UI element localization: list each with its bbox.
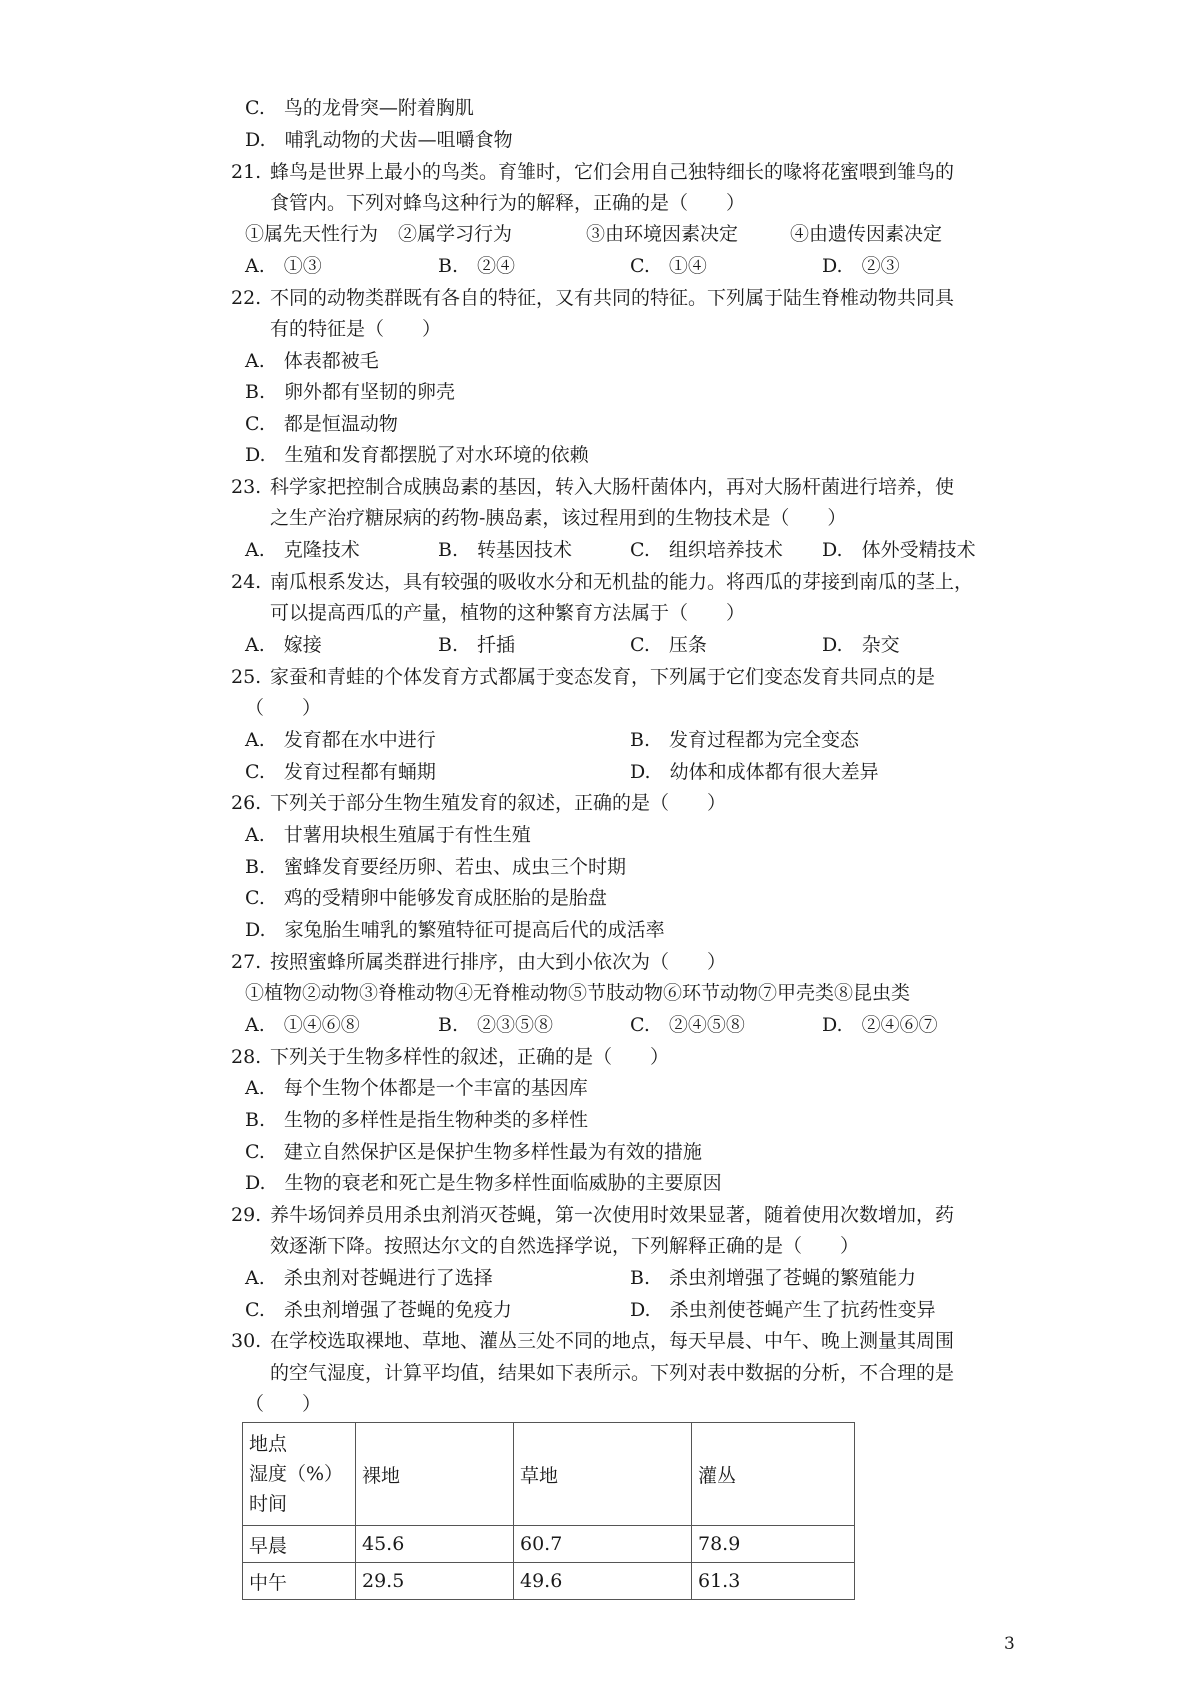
text-line: 的空气湿度，计算平均值，结果如下表所示。下列对表中数据的分析，不合理的是	[270, 1362, 955, 1384]
text-line: C. 建立自然保护区是保护生物多样性最为有效的措施	[245, 1141, 702, 1163]
column-header: 灌丛	[692, 1423, 855, 1526]
page-number: 3	[1004, 1634, 1015, 1654]
column-header: 裸地	[356, 1423, 514, 1526]
text-line: B. 蜜蜂发育要经历卵、若虫、成虫三个时期	[245, 856, 627, 878]
text-line: D. 生殖和发育都摆脱了对水环境的依赖	[245, 444, 589, 466]
question-number: 30.	[231, 1330, 262, 1352]
header-line: 地点	[249, 1433, 288, 1455]
text-line: C. 鸡的受精卵中能够发育成胚胎的是胎盘	[245, 887, 607, 909]
text-line: C. ②④⑤⑧	[630, 1014, 745, 1036]
text-line: C. ①④	[630, 255, 707, 277]
text-line: B. 转基因技术	[438, 539, 573, 561]
text-line: D. 哺乳动物的犬齿—咀嚼食物	[245, 129, 513, 151]
text-line: D. 体外受精技术	[822, 539, 976, 561]
column-header: 草地	[514, 1423, 692, 1526]
humidity-table	[242, 1422, 855, 1600]
table-cell: 45.6	[356, 1526, 514, 1563]
text-line: ④由遗传因素决定	[790, 223, 943, 245]
text-line: A. ①③	[245, 255, 322, 277]
text-line: D. ②③	[822, 255, 900, 277]
text-line: B. 杀虫剂增强了苍蝇的繁殖能力	[630, 1267, 917, 1289]
question-number: 27.	[231, 951, 262, 973]
text-line: C. 发育过程都有蛹期	[245, 761, 436, 783]
text-line: C. 组织培养技术	[630, 539, 783, 561]
text-line: 食管内。下列对蜂鸟这种行为的解释，正确的是（ ）	[270, 192, 746, 214]
table-cell: 49.6	[514, 1563, 692, 1600]
text-line: 之生产治疗糖尿病的药物-胰岛素，该过程用到的生物技术是（ ）	[270, 507, 847, 529]
text-line: 家蚕和青蛙的个体发育方式都属于变态发育，下列属于它们变态发育共同点的是	[270, 666, 936, 688]
text-line: B. ②④	[438, 255, 516, 277]
text-line: 效逐渐下降。按照达尔文的自然选择学说，下列解释正确的是（ ）	[270, 1235, 860, 1257]
text-line: D. 杀虫剂使苍蝇产生了抗药性变异	[630, 1299, 936, 1321]
text-line: 科学家把控制合成胰岛素的基因，转入大肠杆菌体内，再对大肠杆菌进行培养，使	[270, 476, 955, 498]
question-number: 28.	[231, 1046, 262, 1068]
text-line: B. 卵外都有坚韧的卵壳	[245, 381, 456, 403]
text-line: A. 体表都被毛	[245, 350, 379, 372]
question-number: 24.	[231, 571, 262, 593]
text-line: A. 克隆技术	[245, 539, 360, 561]
question-number: 26.	[231, 792, 262, 814]
text-line: ③由环境因素决定	[586, 223, 739, 245]
text-line: 不同的动物类群既有各自的特征，又有共同的特征。下列属于陆生脊椎动物共同具	[270, 287, 955, 309]
text-line: ①属先天性行为	[245, 223, 379, 245]
text-line: C. 鸟的龙骨突—附着胸肌	[245, 97, 474, 119]
question-number: 25.	[231, 666, 262, 688]
text-line: B. 发育过程都为完全变态	[630, 729, 860, 751]
text-line: 南瓜根系发达，具有较强的吸收水分和无机盐的能力。将西瓜的芽接到南瓜的茎上，	[270, 571, 974, 593]
text-line: A. ①④⑥⑧	[245, 1014, 360, 1036]
text-line: B. ②③⑤⑧	[438, 1014, 554, 1036]
text-line: C. 压条	[630, 634, 707, 656]
table-cell: 29.5	[356, 1563, 514, 1600]
text-line: 下列关于生物多样性的叙述，正确的是（ ）	[270, 1046, 670, 1068]
text-line: A. 嫁接	[245, 634, 322, 656]
text-line: C. 杀虫剂增强了苍蝇的免疫力	[245, 1299, 512, 1321]
table-row	[243, 1563, 855, 1600]
table-row	[243, 1526, 855, 1563]
table-corner-cell	[243, 1423, 356, 1526]
text-line: 下列关于部分生物生殖发育的叙述，正确的是（ ）	[270, 792, 727, 814]
text-line: A. 每个生物个体都是一个丰富的基因库	[245, 1077, 588, 1099]
text-line: 在学校选取裸地、草地、灌丛三处不同的地点，每天早晨、中午、晚上测量其周围	[270, 1330, 955, 1352]
text-line: 有的特征是（ ）	[270, 318, 442, 340]
question-number: 21.	[231, 161, 262, 183]
table-cell: 78.9	[692, 1526, 855, 1563]
text-line: B. 生物的多样性是指生物种类的多样性	[245, 1109, 589, 1131]
header-line: 湿度（%）	[249, 1463, 344, 1485]
question-number: 23.	[231, 476, 262, 498]
row-label: 早晨	[243, 1526, 356, 1563]
text-line: D. ②④⑥⑦	[822, 1014, 938, 1036]
text-line: 蜂鸟是世界上最小的鸟类。育雏时，它们会用自己独特细长的喙将花蜜喂到雏鸟的	[270, 161, 955, 183]
text-line: A. 甘薯用块根生殖属于有性生殖	[245, 824, 531, 846]
text-line: B. 扦插	[438, 634, 516, 656]
text-line: 可以提高西瓜的产量，植物的这种繁育方法属于（ ）	[270, 602, 746, 624]
text-line: D. 生物的衰老和死亡是生物多样性面临威胁的主要原因	[245, 1172, 722, 1194]
text-line: ①植物②动物③脊椎动物④无脊椎动物⑤节肢动物⑥环节动物⑦甲壳类⑧昆虫类	[245, 982, 911, 1004]
text-line: C. 都是恒温动物	[245, 413, 398, 435]
text-line: 养牛场饲养员用杀虫剂消灭苍蝇，第一次使用时效果显著，随着使用次数增加，药	[270, 1204, 955, 1226]
text-line: （ ）	[245, 1393, 322, 1415]
text-line: A. 发育都在水中进行	[245, 729, 436, 751]
question-number: 29.	[231, 1204, 262, 1226]
text-line: 按照蜜蜂所属类群进行排序，由大到小依次为（ ）	[270, 951, 727, 973]
text-line: （ ）	[245, 697, 322, 719]
text-line: D. 家兔胎生哺乳的繁殖特征可提高后代的成活率	[245, 919, 665, 941]
table-cell: 60.7	[514, 1526, 692, 1563]
text-line: D. 幼体和成体都有很大差异	[630, 761, 879, 783]
table-cell: 61.3	[692, 1563, 855, 1600]
question-number: 22.	[231, 287, 262, 309]
table-header-row	[243, 1423, 855, 1526]
text-line: ②属学习行为	[398, 223, 513, 245]
text-line: D. 杂交	[822, 634, 900, 656]
header-line: 时间	[249, 1493, 288, 1515]
text-line: A. 杀虫剂对苍蝇进行了选择	[245, 1267, 493, 1289]
row-label: 中午	[243, 1563, 356, 1600]
